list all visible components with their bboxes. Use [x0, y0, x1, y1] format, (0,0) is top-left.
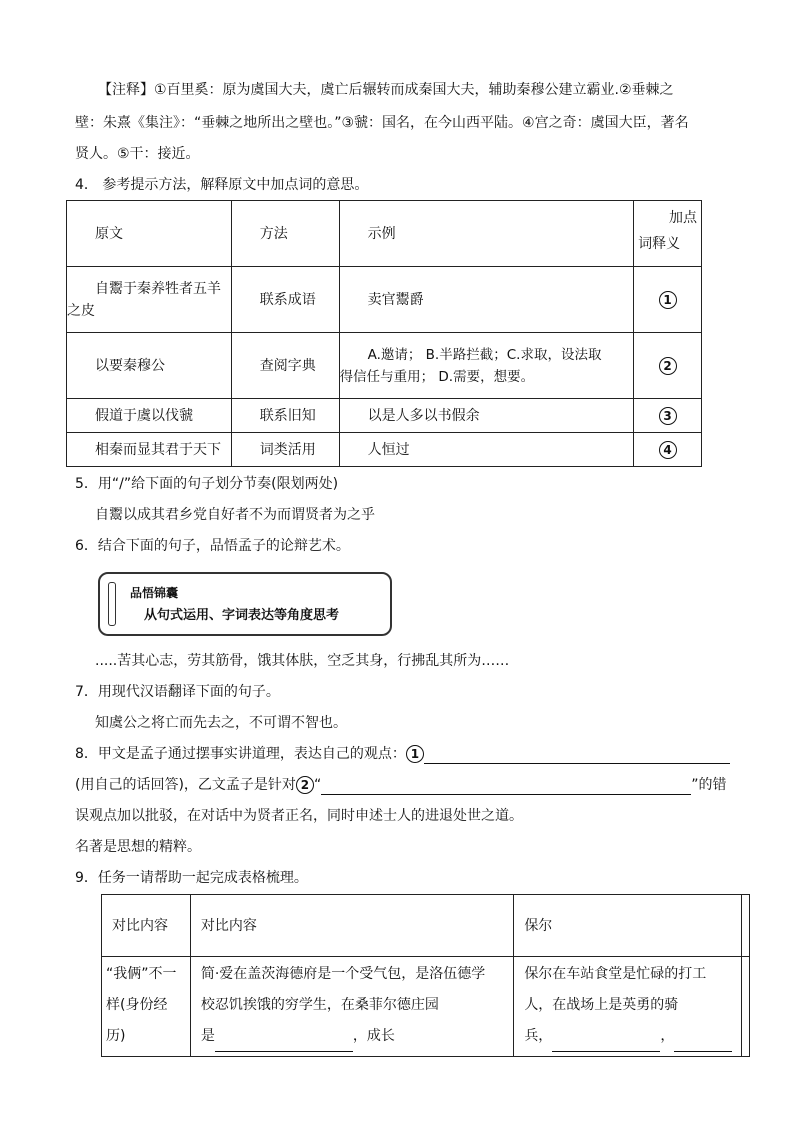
comparison-table: [101, 894, 750, 1057]
row-paul-prefix: 兵，: [524, 1028, 553, 1044]
pen-icon: [108, 582, 116, 626]
tip-title: 品悟锦囊: [130, 586, 179, 600]
row-number: [634, 333, 702, 399]
row-example: 以是人多以书假余: [339, 399, 633, 433]
row-original: 假道于虞以伐虢: [67, 399, 232, 433]
row-number: [634, 433, 702, 467]
note-line-3: 贤人。⑤干：接近。: [75, 146, 200, 162]
answer-blank-3[interactable]: [215, 1037, 353, 1052]
header-paul: 保尔: [514, 895, 742, 957]
row-method: 词类活用: [231, 433, 339, 467]
header-method: 方法: [231, 201, 339, 267]
note-line-1: 【注释】①百里奚：原为虞国大夫，虞亡后辗转而成秦国大夫，辅助秦穆公建立霸业.②垂棘之: [98, 82, 674, 98]
question-7-sentence: 知虞公之将亡而先去之，不可谓不智也。: [95, 715, 347, 731]
question-5-title: 5．用“/”给下面的句子划分节奏(限划两处): [75, 476, 339, 492]
note-line-2: 壁：朱熹《集注》：“垂棘之地所出之壁也。”③虢：国名，在今山西平陆。④宫之奇：虞国大臣，著名: [75, 115, 689, 131]
question-8-line-3: 误观点加以批驳，在对话中为贤者正名，同时申述士人的进退处世之道。: [75, 808, 523, 824]
question-7-title: 7．用现代汉语翻译下面的句子。: [75, 684, 280, 700]
row-label-line3: 历): [106, 1028, 126, 1044]
row-number: [634, 399, 702, 433]
row-example: 人恒过: [339, 433, 633, 467]
answer-blank-2[interactable]: [321, 780, 691, 795]
question-8-line-2: [75, 775, 726, 795]
tip-text: 从句式运用、字词表达等角度思考: [144, 608, 340, 623]
question-6-title: 6．结合下面的句子，品悟孟子的论辩艺术。: [75, 538, 350, 554]
method-table: [66, 200, 702, 467]
row-original-line1: 自鬻于秦养牲者五羊: [95, 280, 221, 297]
row-original: [67, 267, 232, 333]
row-spacer: [741, 957, 749, 1057]
answer-blank-4[interactable]: [552, 1037, 660, 1052]
row-example: [339, 333, 633, 399]
answer-number-2[interactable]: 2: [659, 357, 677, 375]
row-jane-line2: 校忍饥挨饿的穷学生，在桑菲尔德庄园: [200, 997, 439, 1013]
question-8-line-1: [75, 744, 730, 764]
question-6-sentence: .....苦其心志，劳其筋骨，饿其体肤，空乏其身，行拂乱其所为……: [95, 653, 510, 669]
row-jane-line1: 简·爱在盖茨海德府是一个受气包，是洛伍德学: [200, 966, 486, 982]
question-8-text-3: ”的错: [691, 777, 727, 793]
row-jane: [190, 957, 513, 1057]
row-paul-line3: [524, 1021, 740, 1052]
row-label: [102, 957, 191, 1057]
row-label-line1: “我俩”不一: [106, 966, 177, 982]
open-quote: “: [313, 777, 322, 793]
answer-blank-5[interactable]: [674, 1037, 732, 1052]
row-jane-suffix: ，成长: [352, 1028, 395, 1044]
question-8-text-2: (用自己的话回答)，乙文孟子是针对: [75, 777, 296, 793]
row-paul-comma: ，: [660, 1028, 675, 1044]
header-original: 原文: [67, 201, 232, 267]
answer-number-1[interactable]: 1: [659, 291, 677, 309]
table-row: [67, 333, 702, 399]
row-example-line2: 得信任与重用； D.需要，想要。: [339, 368, 535, 385]
row-method: 联系成语: [231, 267, 339, 333]
question-4-title: 4． 参考提示方法，解释原文中加点词的意思。: [75, 177, 369, 193]
question-8-text: 8．甲文是孟子通过摆事实讲道理，表达自己的观点：: [75, 746, 406, 762]
table-row: [67, 267, 702, 333]
row-method: 联系旧知: [231, 399, 339, 433]
row-example: 卖官鬻爵: [339, 267, 633, 333]
row-number: [634, 267, 702, 333]
row-paul-line1: 保尔在车站食堂是忙碌的打工: [524, 966, 707, 982]
header-meaning-line2: 词释义: [638, 236, 681, 252]
row-label-line2: 样(身份经: [106, 997, 168, 1013]
row-method: 查阅字典: [231, 333, 339, 399]
table-header-row: [67, 201, 702, 267]
row-jane-line3: [201, 1021, 512, 1052]
row-paul: [514, 957, 742, 1057]
row-paul-line2: 人，在战场上是英勇的骑: [524, 997, 679, 1013]
table-header-row: [102, 895, 750, 957]
row-example-line1: A.邀请； B.半路拦截；C.求取，设法取: [367, 346, 602, 363]
row-original-line2: 之皮: [67, 302, 95, 319]
table-row: [67, 433, 702, 467]
row-original: 以要秦穆公: [67, 333, 232, 399]
header-meaning: [634, 201, 702, 267]
header-compare-2: 对比内容: [190, 895, 513, 957]
answer-number-3[interactable]: 3: [659, 407, 677, 425]
answer-number-2: 2: [296, 776, 314, 794]
intro-text: 名著是思想的精粹。: [75, 839, 201, 855]
question-5-sentence: 自鬻以成其君乡党自好者不为而谓贤者为之乎: [95, 507, 375, 523]
answer-number-4[interactable]: 4: [659, 441, 677, 459]
row-original: 相秦而显其君于天下: [67, 433, 232, 467]
table-row: [102, 957, 750, 1057]
header-spacer: [741, 895, 749, 957]
tip-box: [98, 572, 392, 636]
header-meaning-line1: 加点: [669, 210, 697, 226]
question-9-title: 9．任务一请帮助一起完成表格梳理。: [75, 870, 308, 886]
row-jane-prefix: 是: [200, 1028, 215, 1044]
answer-number-1: 1: [406, 745, 424, 763]
header-example: 示例: [339, 201, 633, 267]
answer-blank-1[interactable]: [424, 749, 730, 764]
header-compare: 对比内容: [102, 895, 191, 957]
table-row: [67, 399, 702, 433]
